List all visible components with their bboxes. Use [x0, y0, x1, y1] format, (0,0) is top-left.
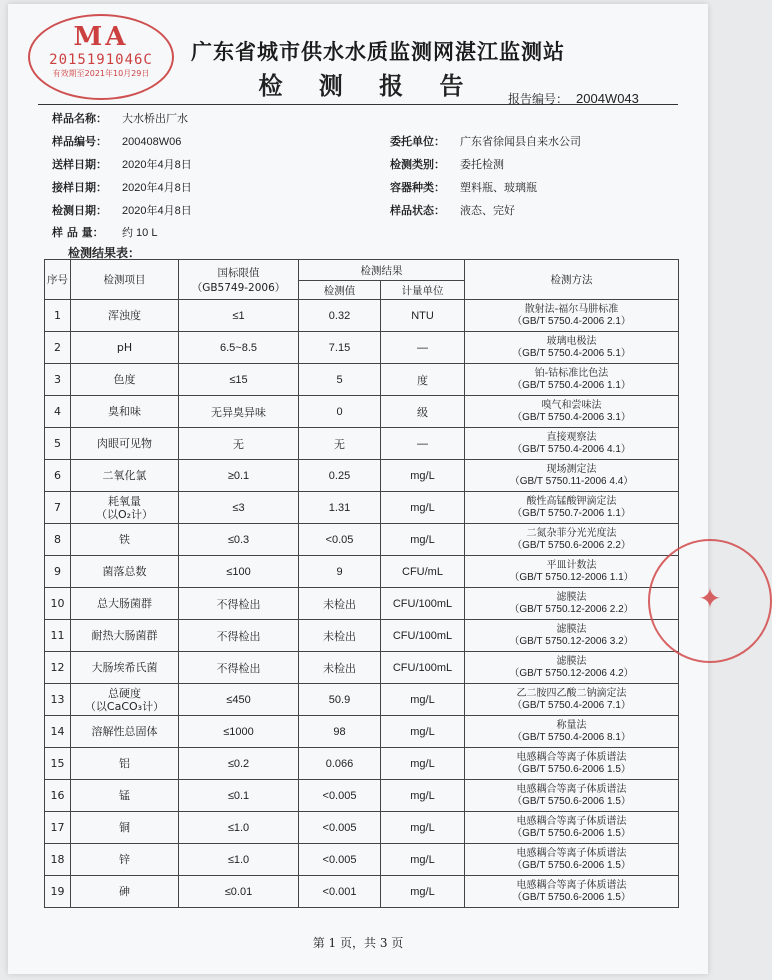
cell-method: 滤膜法 （GB/T 5750.12-2006 4.2） — [465, 652, 679, 684]
cell-item: 臭和味 — [71, 396, 179, 428]
cell-limit: 无 — [179, 428, 299, 460]
table-row — [45, 332, 679, 364]
cell-method: 嗅气和尝味法 （GB/T 5750.4-2006 3.1） — [465, 396, 679, 428]
cell-method: 直接观察法 （GB/T 5750.4-2006 4.1） — [465, 428, 679, 460]
info-receive-date: 接样日期： 2020年4月8日 — [52, 181, 192, 194]
cell-item: 大肠埃希氏菌 — [71, 652, 179, 684]
cell-item: 总硬度 （以CaCO₃计） — [71, 684, 179, 716]
cell-limit: ≤450 — [179, 684, 299, 716]
table-row — [45, 428, 679, 460]
info-test-date: 检测日期： 2020年4月8日 — [52, 204, 192, 217]
table-row — [45, 812, 679, 844]
cell-method: 称量法 （GB/T 5750.4-2006 8.1） — [465, 716, 679, 748]
report-number-label: 报告编号： — [508, 92, 569, 106]
header-divider — [38, 104, 678, 105]
cell-limit: 不得检出 — [179, 620, 299, 652]
cell-unit: mg/L — [381, 748, 465, 780]
info-client: 委托单位： 广东省徐闻县自来水公司 — [390, 135, 581, 148]
info-sample-id: 样品编号： 200408W06 — [52, 135, 182, 148]
cell-limit: ≤0.01 — [179, 876, 299, 908]
cell-unit: mg/L — [381, 716, 465, 748]
cell-unit: 级 — [381, 396, 465, 428]
cell-method: 现场测定法 （GB/T 5750.11-2006 4.4） — [465, 460, 679, 492]
report-number-value: 2004W043 — [576, 91, 639, 106]
cell-no: 4 — [45, 396, 71, 428]
table-row — [45, 684, 679, 716]
cell-value: 未检出 — [299, 652, 381, 684]
cell-no: 6 — [45, 460, 71, 492]
header-limit: 国标限值 （GB5749-2006） — [179, 260, 299, 300]
cma-number: 2015191046C — [49, 52, 153, 68]
cell-no: 9 — [45, 556, 71, 588]
cell-unit: 度 — [381, 364, 465, 396]
cell-no: 3 — [45, 364, 71, 396]
cell-item: 菌落总数 — [71, 556, 179, 588]
table-row — [45, 492, 679, 524]
table-row — [45, 652, 679, 684]
page-footer: 第 1 页，共 3 页 — [312, 936, 404, 950]
cma-stamp — [28, 14, 174, 100]
cell-value: 50.9 — [299, 684, 381, 716]
cell-item: 砷 — [71, 876, 179, 908]
cell-limit: 不得检出 — [179, 588, 299, 620]
cell-unit: — — [381, 332, 465, 364]
cell-value: 0.25 — [299, 460, 381, 492]
cell-unit: CFU/100mL — [381, 620, 465, 652]
cell-method: 电感耦合等离子体质谱法 （GB/T 5750.6-2006 1.5） — [465, 876, 679, 908]
header-value: 检测值 — [299, 281, 381, 300]
cell-unit: CFU/100mL — [381, 588, 465, 620]
cell-no: 7 — [45, 492, 71, 524]
cell-limit: ≤15 — [179, 364, 299, 396]
cell-method: 乙二胺四乙酸二钠滴定法 （GB/T 5750.4-2006 7.1） — [465, 684, 679, 716]
cell-item: 二氧化氯 — [71, 460, 179, 492]
cell-unit: mg/L — [381, 812, 465, 844]
cell-no: 15 — [45, 748, 71, 780]
cell-limit: ≤0.1 — [179, 780, 299, 812]
cell-unit: NTU — [381, 300, 465, 332]
cell-method: 滤膜法 （GB/T 5750.12-2006 2.2） — [465, 588, 679, 620]
cell-limit: ≤1000 — [179, 716, 299, 748]
cell-limit: 无异臭异味 — [179, 396, 299, 428]
cell-no: 5 — [45, 428, 71, 460]
cell-no: 18 — [45, 844, 71, 876]
cell-item: 耗氧量 （以O₂计） — [71, 492, 179, 524]
table-row — [45, 620, 679, 652]
cell-method: 电感耦合等离子体质谱法 （GB/T 5750.6-2006 1.5） — [465, 844, 679, 876]
cell-limit: ≤1 — [179, 300, 299, 332]
cell-unit: mg/L — [381, 780, 465, 812]
cell-item: 溶解性总固体 — [71, 716, 179, 748]
cell-item: 铝 — [71, 748, 179, 780]
cell-value: 98 — [299, 716, 381, 748]
cell-value: <0.005 — [299, 780, 381, 812]
cell-method: 滤膜法 （GB/T 5750.12-2006 3.2） — [465, 620, 679, 652]
table-row — [45, 588, 679, 620]
cell-limit: ≤1.0 — [179, 812, 299, 844]
cell-item: 耐热大肠菌群 — [71, 620, 179, 652]
cell-method: 散射法-福尔马肼标准 （GB/T 5750.4-2006 2.1） — [465, 300, 679, 332]
cell-value: <0.005 — [299, 812, 381, 844]
cell-value: <0.001 — [299, 876, 381, 908]
cell-unit: mg/L — [381, 460, 465, 492]
cell-limit: ≤0.3 — [179, 524, 299, 556]
table-row — [45, 556, 679, 588]
cell-limit: 不得检出 — [179, 652, 299, 684]
results-table — [44, 259, 679, 908]
cell-method: 铂-钴标准比色法 （GB/T 5750.4-2006 1.1） — [465, 364, 679, 396]
cell-value: 0.066 — [299, 748, 381, 780]
cell-no: 13 — [45, 684, 71, 716]
cell-method: 电感耦合等离子体质谱法 （GB/T 5750.6-2006 1.5） — [465, 780, 679, 812]
table-row — [45, 716, 679, 748]
cell-value: 未检出 — [299, 620, 381, 652]
cell-unit: — — [381, 428, 465, 460]
cell-no: 19 — [45, 876, 71, 908]
cell-value: 无 — [299, 428, 381, 460]
info-test-type: 检测类别： 委托检测 — [390, 158, 504, 171]
cell-unit: mg/L — [381, 876, 465, 908]
cell-method: 电感耦合等离子体质谱法 （GB/T 5750.6-2006 1.5） — [465, 748, 679, 780]
cell-no: 2 — [45, 332, 71, 364]
header-result: 检测结果 — [299, 260, 465, 281]
cell-unit: mg/L — [381, 844, 465, 876]
cell-no: 8 — [45, 524, 71, 556]
report-title: 广东省城市供水水质监测网湛江监测站 — [191, 39, 565, 64]
cell-unit: CFU/mL — [381, 556, 465, 588]
cell-value: 1.31 — [299, 492, 381, 524]
cell-no: 1 — [45, 300, 71, 332]
cma-mark: MA — [73, 22, 129, 52]
cell-no: 14 — [45, 716, 71, 748]
header-unit: 计量单位 — [381, 281, 465, 300]
cell-item: pH — [71, 332, 179, 364]
cell-no: 10 — [45, 588, 71, 620]
cell-item: 色度 — [71, 364, 179, 396]
cell-unit: mg/L — [381, 684, 465, 716]
cell-item: 浑浊度 — [71, 300, 179, 332]
cell-no: 17 — [45, 812, 71, 844]
cell-value: 7.15 — [299, 332, 381, 364]
cell-item: 肉眼可见物 — [71, 428, 179, 460]
report-page — [8, 4, 722, 974]
table-row — [45, 300, 679, 332]
cell-limit: ≥0.1 — [179, 460, 299, 492]
info-sample-amount: 样 品 量： 约 10 L — [52, 226, 158, 239]
results-label: 检测结果表： — [68, 246, 141, 260]
cell-value: 未检出 — [299, 588, 381, 620]
table-row — [45, 748, 679, 780]
table-row — [45, 396, 679, 428]
cell-method: 电感耦合等离子体质谱法 （GB/T 5750.6-2006 1.5） — [465, 812, 679, 844]
cell-method: 平皿计数法 （GB/T 5750.12-2006 1.1） — [465, 556, 679, 588]
info-submit-date: 送样日期： 2020年4月8日 — [52, 158, 192, 171]
cell-value: 0 — [299, 396, 381, 428]
cell-limit: ≤3 — [179, 492, 299, 524]
cell-item: 铜 — [71, 812, 179, 844]
cell-method: 酸性高锰酸钾滴定法 （GB/T 5750.7-2006 1.1） — [465, 492, 679, 524]
info-sample-state: 样品状态： 液态、完好 — [390, 204, 515, 217]
cell-value: <0.05 — [299, 524, 381, 556]
cell-no: 16 — [45, 780, 71, 812]
cell-unit: CFU/100mL — [381, 652, 465, 684]
table-row — [45, 524, 679, 556]
cell-item: 锰 — [71, 780, 179, 812]
cell-value: 9 — [299, 556, 381, 588]
header-method: 检测方法 — [465, 260, 679, 300]
info-container: 容器种类： 塑料瓶、玻璃瓶 — [390, 181, 537, 194]
table-row — [45, 780, 679, 812]
cell-limit: 6.5~8.5 — [179, 332, 299, 364]
cell-method: 二氮杂菲分光光度法 （GB/T 5750.6-2006 2.2） — [465, 524, 679, 556]
cell-value: 0.32 — [299, 300, 381, 332]
cell-item: 铁 — [71, 524, 179, 556]
cell-item: 总大肠菌群 — [71, 588, 179, 620]
table-row — [45, 844, 679, 876]
table-row — [45, 460, 679, 492]
cell-value: 5 — [299, 364, 381, 396]
cell-no: 12 — [45, 652, 71, 684]
cell-limit: ≤1.0 — [179, 844, 299, 876]
info-sample-name: 样品名称： 大水桥出厂水 — [52, 112, 188, 125]
table-row — [45, 876, 679, 908]
cell-unit: mg/L — [381, 524, 465, 556]
report-subtitle: 检 测 报 告 — [258, 71, 478, 100]
cell-item: 锌 — [71, 844, 179, 876]
table-row — [45, 364, 679, 396]
cell-method: 玻璃电极法 （GB/T 5750.4-2006 5.1） — [465, 332, 679, 364]
header-item: 检测项目 — [71, 260, 179, 300]
cell-no: 11 — [45, 620, 71, 652]
cell-limit: ≤0.2 — [179, 748, 299, 780]
header-no: 序号 — [45, 260, 71, 300]
cma-validity: 有效期至2021年10月29日 — [52, 69, 150, 78]
cell-value: <0.005 — [299, 844, 381, 876]
red-seal: ✦ — [648, 539, 772, 663]
cell-limit: ≤100 — [179, 556, 299, 588]
cell-unit: mg/L — [381, 492, 465, 524]
